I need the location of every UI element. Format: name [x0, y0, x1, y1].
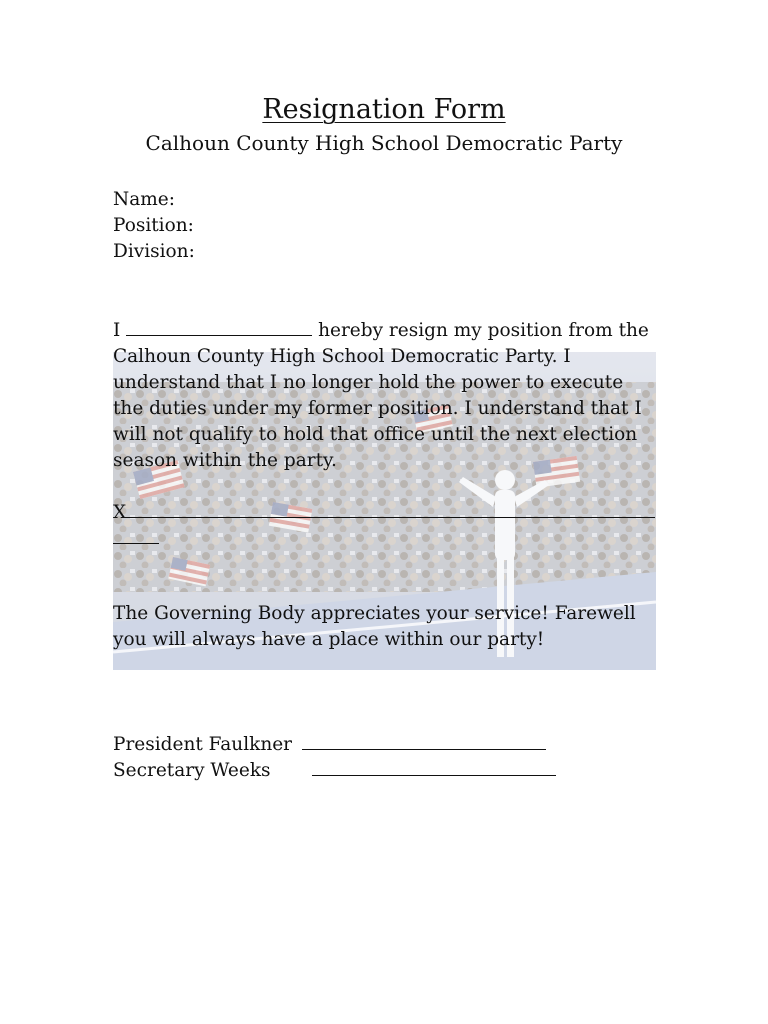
page-subtitle: Calhoun County High School Democratic Party	[145, 131, 623, 155]
statement-prefix: I	[113, 320, 121, 341]
closing-message: The Governing Body appreciates your service! Farewell you will always have a place within our party!	[113, 603, 636, 650]
resignation-statement	[113, 317, 658, 474]
signatory-president	[113, 731, 546, 758]
signature-blank[interactable]	[126, 499, 655, 518]
secretary-signature-blank[interactable]	[312, 757, 556, 776]
signature-mark: X	[113, 502, 127, 523]
page-title: Resignation Form	[262, 94, 506, 125]
signature-line	[113, 499, 655, 526]
president-signature-blank[interactable]	[302, 731, 546, 750]
signatory-secretary	[113, 757, 556, 784]
statement-body: hereby resign my position from the Calhoun County High School Democratic Party. I understand that I no longer hold the power to execute the duties under my former position. I understand that I will not qualify to hold that office until the next election season within the party.	[113, 320, 649, 471]
signatory-label: Secretary Weeks	[113, 760, 271, 781]
signature-line-continuation	[113, 525, 159, 552]
resignee-name-blank[interactable]	[126, 317, 312, 336]
signatory-label: President Faulkner	[113, 734, 293, 755]
name-label: Name:	[113, 189, 175, 210]
division-label: Division:	[113, 241, 195, 262]
signature-blank-continuation[interactable]	[113, 525, 159, 544]
position-label: Position:	[113, 215, 194, 236]
